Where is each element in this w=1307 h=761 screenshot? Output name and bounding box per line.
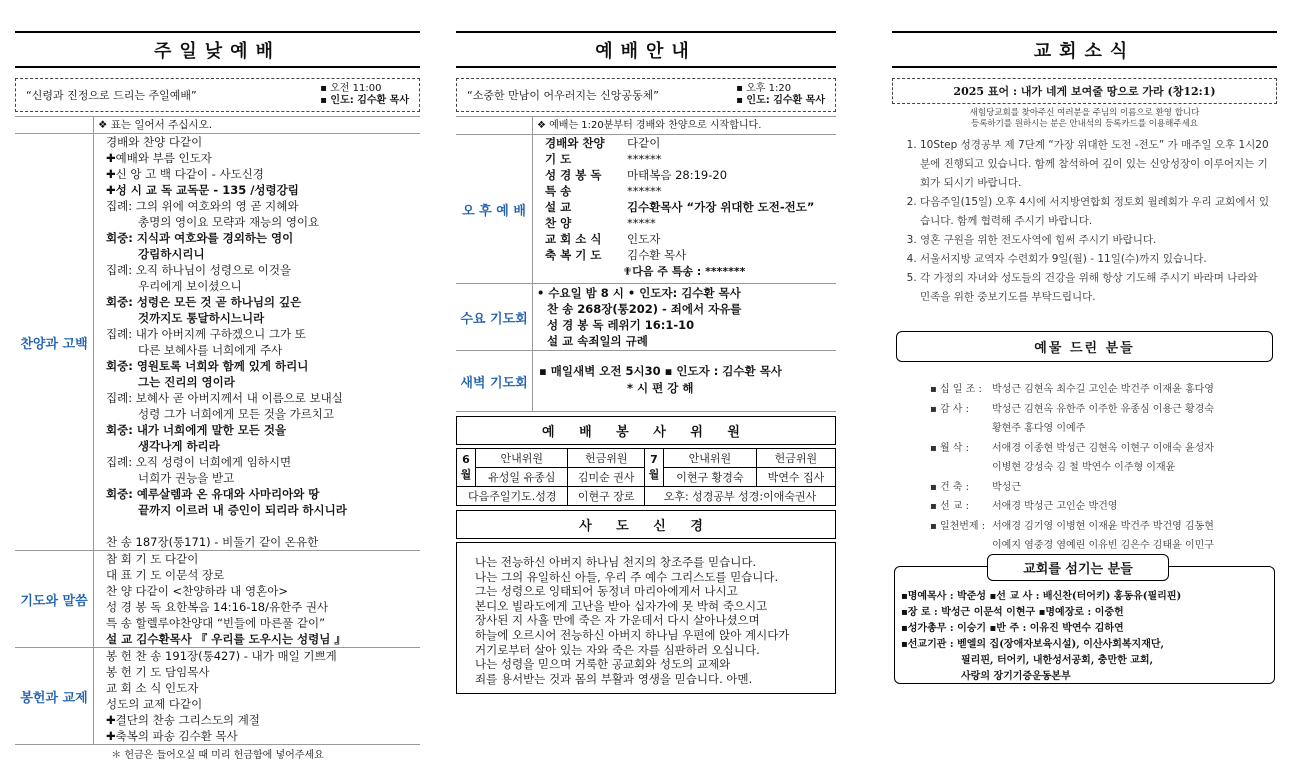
wednesday-line: 찬 송 268장(통202) - 죄에서 자유를 — [547, 302, 742, 316]
wednesday-line: 설 교 속죄일의 규례 — [547, 334, 648, 348]
afternoon-row — [545, 151, 814, 167]
order-line — [106, 518, 347, 534]
church-news-column — [892, 31, 1277, 684]
server-line: ▪명예목사 : 박준성 ▪선 교 사 : 배신찬(터어키) 홍동유(필리핀) — [901, 590, 1182, 602]
order-line: 봉 헌 기 도 담임목사 — [106, 665, 210, 679]
creed-line: 장사된 지 사흘 만에 죽은 자 가운데서 다시 살아나셨으며 — [475, 613, 760, 628]
worship-motto-box: “신령과 진정으로 드리는 주일예배” ▪ 오전 11:00 ▪ 인도: 김수환 목사 — [15, 78, 420, 112]
dawn-line: * 시 편 강 해 — [627, 381, 694, 395]
news-item: 4. 서울서지방 교역자 수련회가 9일(월) - 11일(수)까지 있습니다. — [920, 250, 1270, 269]
order-line: 집례: 그의 위에 여호와의 영 곧 지혜와 — [106, 199, 299, 213]
offering-category — [930, 536, 992, 556]
offering-footnote: ＊ 헌금은 들어오실 때 미리 헌금함에 넣어주세요 — [111, 750, 324, 761]
item-key: 찬 양 — [545, 216, 572, 230]
item-key: 성 경 봉 독 — [545, 168, 602, 182]
order-line: 대 표 기 도 이문석 장로 — [106, 568, 225, 582]
server-line: ▪장 로 : 박성근 이문석 이현구 ▪명예장로 : 이중헌 — [901, 606, 1124, 618]
item-key: 특 송 — [545, 184, 572, 198]
afternoon-row — [545, 135, 814, 151]
item-key: 교 회 소 식 — [545, 232, 602, 246]
order-line: 성 경 봉 독 요한복음 14:16-18/유한주 권사 — [106, 600, 329, 614]
creed-line: 하늘에 오르시어 전능하신 아버지 하나님 우편에 앉아 계시다가 — [475, 627, 790, 642]
item-value: 김수환 목사 — [627, 248, 687, 262]
sunday-worship-column — [15, 31, 420, 761]
offering-row — [930, 400, 1277, 420]
table-cell: 다음주일기도.성경 — [457, 487, 568, 506]
server-line: 사랑의 장기기증운동본부 — [961, 670, 1071, 682]
welcome-message: 새힘당교회를 찾아주신 여러분을 주님의 이름으로 환영 합니다 등록하기를 원하시는 분은 안내석의 등록카드를 이용해주세요 — [969, 108, 1200, 129]
table-cell: 안내위원 — [664, 449, 757, 468]
servants-title: 예 배 봉 사 위 원 — [456, 416, 836, 445]
order-line: 성령 그가 너희에게 모든 것을 가르치고 — [138, 407, 335, 421]
offering-row — [930, 419, 1277, 439]
offering-category: ▪ 일천번제 : — [930, 520, 986, 532]
creed-line: 거기로부터 살아 있는 자와 죽은 자를 심판하러 오십니다. — [475, 642, 760, 657]
section-prayer-word — [15, 551, 420, 648]
creed-title: 사 도 신 경 — [456, 510, 836, 539]
offering-category: ▪ 월 삭 : — [930, 442, 970, 454]
item-value: ****** — [627, 184, 662, 198]
afternoon-row — [545, 199, 814, 215]
table-cell: 오후: 성경공부 성경:이애숙권사 — [645, 487, 836, 506]
table-cell: 이현구 황경숙 — [664, 468, 757, 487]
month-cell: 6월 — [457, 449, 476, 487]
order-line: ✚예배와 부름 인도자 — [106, 151, 212, 165]
table-cell: 헌금위원 — [568, 449, 645, 468]
creed-line: 그는 성령으로 잉태되어 동정녀 마리아에게서 나시고 — [475, 584, 738, 599]
order-line: ✚축복의 파송 김수환 목사 — [106, 729, 238, 743]
order-line: 총명의 영이요 모략과 재능의 영이요 — [138, 215, 320, 229]
order-line: 강림하시리니 — [138, 247, 205, 261]
item-value: 마태복음 28:19-20 — [627, 168, 728, 182]
servers-title: 교회를 섬기는 분들 — [987, 554, 1169, 581]
offering-list — [892, 380, 1277, 556]
order-line: 회중: 성령은 모든 것 곧 하나님의 깊은 — [106, 295, 302, 309]
server-line: ▪선교기관 : 벧엘의 집(장애자보육시설), 이산사회복지재단, — [901, 638, 1165, 650]
order-line: 참 회 기 도 다같이 — [106, 552, 199, 566]
order-line: 성도의 교제 다같이 — [106, 697, 203, 711]
table-cell: 김미순 권사 — [568, 468, 645, 487]
afternoon-label: 오 후 예 배 — [462, 203, 526, 219]
afternoon-row — [545, 231, 814, 247]
wednesday-line: • 수요일 밤 8 시 • 인도자: 김수환 목사 — [537, 286, 741, 300]
offering-names: 이예지 염중경 염예린 이유빈 김은수 김태윤 이민구 — [992, 540, 1214, 551]
year-motto: 2025 표어 : 내가 네게 보여줄 땅으로 가라 (창12:1) — [892, 78, 1277, 104]
order-line: ✚결단의 찬송 그리스도의 계절 — [106, 713, 260, 727]
table-cell: 유성일 유종심 — [476, 468, 568, 487]
creed-line: 본디오 빌라도에게 고난을 받아 십자가에 못 박혀 죽으시고 — [475, 598, 768, 613]
order-line: 생각나게 하리라 — [138, 439, 220, 453]
item-value: 인도자 — [627, 232, 661, 246]
order-line: 회중: 예루살렘과 온 유대와 사마리아와 땅 — [106, 487, 320, 501]
order-line: ✚신 앙 고 백 다같이 - 사도신경 — [106, 167, 264, 181]
afternoon-row — [545, 167, 814, 183]
offering-category: ▪ 선 교 : — [930, 501, 970, 512]
order-of-worship — [15, 116, 420, 745]
worship-motto: “신령과 진정으로 드리는 주일예배” — [26, 89, 197, 102]
table-cell: 이현구 장로 — [568, 487, 645, 506]
offering-category — [930, 458, 992, 478]
servers-box — [894, 566, 1275, 684]
offering-names: 박성근 — [992, 481, 1021, 493]
order-line: 교 회 소 식 인도자 — [106, 681, 199, 695]
page-title: 주일낮예배 — [15, 31, 420, 68]
section-label: 봉헌과 교제 — [20, 690, 88, 706]
offering-names: 이병현 강성숙 김 철 박연수 이주형 이재윤 — [992, 462, 1176, 473]
wednesday-line: 성 경 봉 독 레위기 16:1-10 — [547, 318, 695, 332]
servants-table — [456, 448, 836, 506]
order-line: 경배와 찬양 다같이 — [106, 135, 203, 149]
afternoon-service — [456, 135, 836, 284]
offering-category — [930, 419, 992, 439]
table-cell: 안내위원 — [476, 449, 568, 468]
item-value: 다같이 — [627, 136, 661, 150]
guide-preacher: 인도: 김수환 목사 — [746, 95, 825, 106]
guide-motto-box: “소중한 만남이 어우러지는 신앙공동체” ▪ 오후 1:20 ▪ 인도: 김수환 목사 — [456, 78, 836, 112]
offering-names: 박성근 김현옥 유한주 이주한 유종심 이용근 황경숙 — [992, 403, 1214, 415]
order-line: 끝까지 이르러 내 증인이 되리라 하시니라 — [138, 503, 347, 517]
offering-row — [930, 517, 1277, 537]
table-cell: 헌금위원 — [756, 449, 835, 468]
offering-row — [930, 478, 1277, 498]
worship-preacher: 인도: 김수환 목사 — [330, 95, 409, 106]
order-line: 우리에게 보이셨으니 — [138, 279, 242, 293]
order-line: 것까지도 통달하시느니라 — [138, 311, 265, 325]
offering-names: 박성근 김현옥 최수길 고인순 박건주 이재윤 홍다영 — [992, 384, 1214, 395]
offering-names: 서애경 이종현 박성근 김현옥 이현구 이애숙 윤성자 — [992, 442, 1214, 454]
item-value: ****** — [627, 152, 662, 166]
afternoon-row — [545, 247, 814, 263]
wednesday-label: 수요 기도회 — [460, 311, 528, 327]
server-line: ▪성가총무 : 이승기 ▪반 주 : 이유진 박연수 김하연 — [901, 622, 1124, 634]
order-line: 집례: 오직 하나님이 성령으로 이것을 — [106, 263, 292, 277]
order-line: 봉 헌 찬 송 191장(통427) - 내가 매일 기쁘게 — [106, 649, 337, 663]
dawn-label: 새벽 기도회 — [460, 375, 528, 391]
creed-line: 나는 성령을 믿으며 거룩한 공교회와 성도의 교제와 — [475, 657, 731, 672]
news-title: 교회소식 — [892, 31, 1277, 68]
order-line: 다른 보혜사를 너희에게 주사 — [138, 343, 283, 357]
guide-motto: “소중한 만남이 어우러지는 신앙공동체” — [467, 89, 659, 102]
order-line: 회중: 지식과 여호와를 경외하는 영이 — [106, 231, 294, 245]
order-line: 집례: 내가 아버지께 구하겠으니 그가 또 — [106, 327, 306, 341]
creed-box — [456, 542, 836, 694]
creed-line: 죄를 용서받는 것과 몸의 부활과 영생을 믿습니다. 아멘. — [475, 671, 753, 686]
order-line: 너희가 권능을 받고 — [138, 471, 235, 485]
order-line: 회중: 내가 너희에게 말한 모든 것을 — [106, 423, 287, 437]
afternoon-row — [545, 183, 814, 199]
offering-names: 황현주 홍다영 이예주 — [992, 423, 1086, 434]
order-line: 설 교 김수환목사 『 우리를 도우시는 성령님 』 — [106, 632, 346, 646]
dawn-service — [456, 351, 836, 412]
item-key: 기 도 — [545, 152, 572, 166]
offering-title: 예물 드린 분들 — [896, 331, 1273, 362]
item-key: 설 교 — [545, 200, 572, 214]
creed-line: 나는 전능하신 아버지 하나님 천지의 창조주를 믿습니다. — [475, 555, 757, 569]
table-cell: 박연수 집사 — [756, 468, 835, 487]
guide-note: ❖ 예배는 1:20분부터 경배와 찬양으로 시작합니다. — [537, 120, 762, 131]
order-line: 그는 진리의 영이라 — [138, 375, 235, 389]
wednesday-service — [456, 284, 836, 351]
worship-guide-column — [456, 31, 836, 694]
item-key: 축 복 기 도 — [545, 248, 602, 262]
news-item: 1. 10Step 성경공부 제 7단계 “가장 위대한 도전 -전도” 가 매주일 오후 1시20분에 진행되고 있습니다. 함께 참석하여 깊이 있는 신앙성장이 이루어지는 기회가 되시기 바랍니다. — [920, 136, 1270, 193]
offering-row — [930, 536, 1277, 556]
section-praise — [15, 134, 420, 551]
afternoon-row — [545, 215, 814, 231]
news-list — [892, 136, 1270, 307]
guide-title: 예배안내 — [456, 31, 836, 68]
offering-names: 서애경 박성근 고인순 박건영 — [992, 501, 1118, 512]
guide-time: 오후 1:20 — [746, 83, 792, 94]
next-special: ✟다음 주 특송 : ******* — [623, 265, 746, 278]
order-line: 찬 양 다같이 <찬양하라 내 영혼아> — [106, 584, 288, 598]
section-offering — [15, 648, 420, 745]
offering-row — [930, 497, 1277, 517]
order-line: ✚성 시 교 독 교독문 - 135 /성령강림 — [106, 183, 299, 197]
worship-time: 오전 11:00 — [330, 83, 382, 94]
offering-names: 서애경 김기영 이병현 이재윤 박건주 박건영 김동현 — [992, 520, 1214, 532]
standing-note: ❖ 표는 일어서 주십시오. — [98, 119, 213, 131]
order-line: 집례: 오직 성령이 너희에게 임하시면 — [106, 455, 292, 469]
offering-row — [930, 380, 1277, 400]
news-item: 5. 각 가정의 자녀와 성도들의 건강을 위해 항상 기도해 주시기 바라며 나라와 민족을 위한 중보기도를 부탁드립니다. — [920, 269, 1270, 307]
offering-category: ▪ 건 축 : — [930, 481, 970, 493]
section-label: 기도와 말씀 — [20, 593, 88, 609]
item-key: 경배와 찬양 — [545, 136, 605, 150]
order-line: 특 송 할렐루야찬양대 “빈들에 마른풀 같이” — [106, 616, 326, 630]
news-item: 2. 다음주일(15일) 오후 4시에 서지방연합회 정토회 월례회가 우리 교회에서 있습니다. 함께 협력해 주시기 바랍니다. — [920, 193, 1270, 231]
order-line: 찬 송 187장(통171) - 비둘기 같이 온유한 — [106, 535, 319, 549]
creed-line: 나는 그의 유일하신 아들, 우리 주 예수 그리스도를 믿습니다. — [475, 569, 779, 584]
offering-category: ▪ 감 사 : — [930, 403, 970, 415]
offering-row — [930, 458, 1277, 478]
offering-category: ▪ 십 일 조 : — [930, 384, 982, 395]
section-label: 찬양과 고백 — [20, 336, 88, 352]
item-value: 김수환목사 “가장 위대한 도전-전도” — [627, 200, 815, 214]
news-item: 3. 영혼 구원을 위한 전도사역에 힘써 주시기 바랍니다. — [920, 231, 1270, 250]
dawn-line: ▪ 매일새벽 오전 5시30 ▪ 인도자 : 김수환 목사 — [539, 364, 782, 378]
offering-row — [930, 439, 1277, 459]
item-value: ***** — [627, 216, 656, 230]
order-line: 집례: 보혜사 곧 아버지께서 내 이름으로 보내실 — [106, 391, 343, 405]
month-cell: 7월 — [645, 449, 664, 487]
order-line: 회중: 영원토록 너희와 함께 있게 하리니 — [106, 359, 309, 373]
server-line: 필리핀, 터어키, 내한성서공회, 충만한 교회, — [961, 654, 1154, 666]
